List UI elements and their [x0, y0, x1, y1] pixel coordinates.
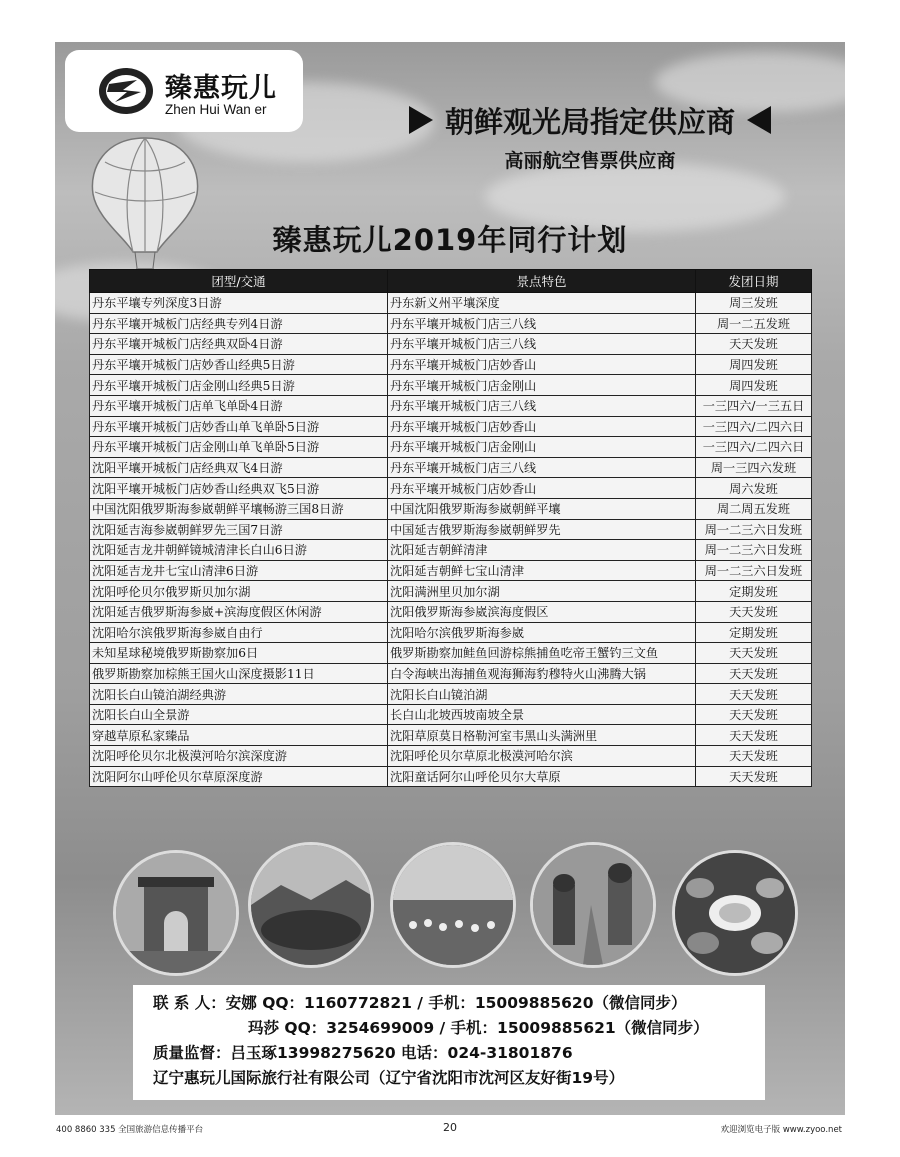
departure-cell: 周二周五发班: [696, 498, 812, 519]
route-cell: 沈阳延吉龙井朝鲜镜城清津长白山6日游: [90, 540, 388, 561]
footer-right: 欢迎浏览电子版 www.zyoo.net: [720, 1125, 842, 1135]
departure-cell: 定期发班: [696, 581, 812, 602]
table-row: [90, 519, 812, 540]
sights-cell: 沈阳长白山镜泊湖: [388, 684, 696, 705]
sights-cell: 长白山北坡西坡南坡全景: [388, 704, 696, 725]
table-row: [90, 457, 812, 478]
route-cell: 沈阳长白山镜泊湖经典游: [90, 684, 388, 705]
table-row: [90, 354, 812, 375]
sights-cell: 沈阳草原莫日格勒河室韦黑山头满洲里: [388, 725, 696, 746]
route-cell: 沈阳呼伦贝尔北极漠河哈尔滨深度游: [90, 746, 388, 767]
departure-cell: 一三四六/二四六日: [696, 437, 812, 458]
header-sights: 景点特色: [388, 270, 696, 293]
departure-cell: 天天发班: [696, 725, 812, 746]
route-cell: 丹东平壤开城板门店单飞单卧4日游: [90, 395, 388, 416]
sights-cell: 白令海峡出海捕鱼观海狮海豹穆特火山沸腾大锅: [388, 663, 696, 684]
contact-line-1: 联 系 人：安娜 QQ：1160772821 / 手机：15009885620（微信同步）: [153, 994, 687, 1012]
page-number: 20: [443, 1121, 457, 1134]
sights-cell: 丹东平壤开城板门店三八线: [388, 313, 696, 334]
departure-cell: 天天发班: [696, 334, 812, 355]
table-row: [90, 313, 812, 334]
table-row: [90, 725, 812, 746]
departure-cell: 天天发班: [696, 684, 812, 705]
route-cell: 沈阳哈尔滨俄罗斯海参崴自由行: [90, 622, 388, 643]
sights-cell: 丹东平壤开城板门店三八线: [388, 395, 696, 416]
sights-cell: 丹东平壤开城板门店妙香山: [388, 354, 696, 375]
plan-title: 臻惠玩儿2019年同行计划: [272, 223, 628, 257]
table-row: [90, 395, 812, 416]
route-cell: 沈阳延吉海参崴朝鲜罗先三国7日游: [90, 519, 388, 540]
table-header-row: [90, 270, 812, 293]
contact-line-4: 辽宁惠玩儿国际旅行社有限公司（辽宁省沈阳市沈河区友好街19号）: [153, 1069, 625, 1087]
departure-cell: 天天发班: [696, 663, 812, 684]
departure-cell: 一三四六/一三五日: [696, 395, 812, 416]
contact-box: [133, 985, 765, 1100]
table-row: [90, 540, 812, 561]
sights-cell: 沈阳延吉朝鲜清津: [388, 540, 696, 561]
sights-cell: 中国延吉俄罗斯海参崴朝鲜罗先: [388, 519, 696, 540]
departure-cell: 周一二五发班: [696, 313, 812, 334]
headline-text: 朝鲜观光局指定供应商: [444, 104, 735, 139]
table-row: [90, 437, 812, 458]
sights-cell: 沈阳哈尔滨俄罗斯海参崴: [388, 622, 696, 643]
departure-cell: 天天发班: [696, 766, 812, 787]
table-row: [90, 601, 812, 622]
table-row: [90, 622, 812, 643]
route-cell: 沈阳平壤开城板门店经典双飞4日游: [90, 457, 388, 478]
departure-cell: 周三发班: [696, 293, 812, 314]
arrow-left-icon: [747, 106, 771, 134]
route-cell: 俄罗斯勘察加棕熊王国火山深度摄影11日: [90, 663, 388, 684]
photo-grassland: [390, 842, 516, 968]
sights-cell: 丹东平壤开城板门店金刚山: [388, 437, 696, 458]
sights-cell: 沈阳童话阿尔山呼伦贝尔大草原: [388, 766, 696, 787]
departure-cell: 天天发班: [696, 601, 812, 622]
route-cell: 丹东平壤专列深度3日游: [90, 293, 388, 314]
arrow-right-icon: [409, 106, 433, 134]
photo-russia-church: [530, 842, 656, 968]
itinerary-table: [89, 269, 812, 787]
route-cell: 丹东平壤开城板门店金刚山经典5日游: [90, 375, 388, 396]
contact-line-3: 质量监督：吕玉琢13998275620 电话：024-31801876: [153, 1044, 573, 1062]
logo-mark-icon: [97, 66, 155, 116]
table-row: [90, 643, 812, 664]
logo-chinese: 臻惠玩儿: [165, 73, 277, 104]
table-row: [90, 746, 812, 767]
sights-cell: 沈阳呼伦贝尔草原北极漠河哈尔滨: [388, 746, 696, 767]
sights-cell: 沈阳满洲里贝加尔湖: [388, 581, 696, 602]
route-cell: 沈阳延吉俄罗斯海参崴+滨海度假区休闲游: [90, 601, 388, 622]
sights-cell: 丹东平壤开城板门店金刚山: [388, 375, 696, 396]
departure-cell: 一三四六/二四六日: [696, 416, 812, 437]
route-cell: 沈阳长白山全景游: [90, 704, 388, 725]
route-cell: 丹东平壤开城板门店妙香山经典5日游: [90, 354, 388, 375]
table-row: [90, 478, 812, 499]
sights-cell: 丹东平壤开城板门店妙香山: [388, 416, 696, 437]
subheadline: 高丽航空售票供应商: [504, 150, 676, 172]
route-cell: 沈阳呼伦贝尔俄罗斯贝加尔湖: [90, 581, 388, 602]
photo-arch: [113, 850, 239, 976]
route-cell: 中国沈阳俄罗斯海参崴朝鲜平壤畅游三国8日游: [90, 498, 388, 519]
table-row: [90, 663, 812, 684]
table-row: [90, 581, 812, 602]
departure-cell: 周一二三六日发班: [696, 519, 812, 540]
route-cell: 沈阳平壤开城板门店妙香山经典双飞5日游: [90, 478, 388, 499]
route-cell: 丹东平壤开城板门店经典双卧4日游: [90, 334, 388, 355]
table-row: [90, 416, 812, 437]
route-cell: 丹东平壤开城板门店金刚山单飞单卧5日游: [90, 437, 388, 458]
route-cell: 穿越草原私家臻品: [90, 725, 388, 746]
route-cell: 沈阳阿尔山呼伦贝尔草原深度游: [90, 766, 388, 787]
route-cell: 丹东平壤开城板门店妙香山单飞单卧5日游: [90, 416, 388, 437]
route-cell: 未知星球秘境俄罗斯勘察加6日: [90, 643, 388, 664]
sights-cell: 沈阳俄罗斯海参崴滨海度假区: [388, 601, 696, 622]
photo-seafood: [672, 850, 798, 976]
departure-cell: 周四发班: [696, 354, 812, 375]
table-row: [90, 766, 812, 787]
logo: [65, 50, 303, 132]
departure-cell: 天天发班: [696, 746, 812, 767]
header-route: 团型/交通: [90, 270, 388, 293]
photo-crater-lake: [248, 842, 374, 968]
logo-english: Zhen Hui Wan er: [165, 102, 267, 117]
departure-cell: 周一二三六日发班: [696, 540, 812, 561]
headline: [355, 98, 825, 142]
table-row: [90, 704, 812, 725]
contact-line-2: 玛莎 QQ：3254699009 / 手机：15009885621（微信同步）: [248, 1019, 709, 1037]
departure-cell: 周六发班: [696, 478, 812, 499]
table-row: [90, 293, 812, 314]
sights-cell: 中国沈阳俄罗斯海参崴朝鲜平壤: [388, 498, 696, 519]
route-cell: 丹东平壤开城板门店经典专列4日游: [90, 313, 388, 334]
table-row: [90, 560, 812, 581]
sights-cell: 丹东新义州平壤深度: [388, 293, 696, 314]
sights-cell: 沈阳延吉朝鲜七宝山清津: [388, 560, 696, 581]
sights-cell: 丹东平壤开城板门店妙香山: [388, 478, 696, 499]
route-cell: 沈阳延吉龙井七宝山清津6日游: [90, 560, 388, 581]
table-row: [90, 498, 812, 519]
table-row: [90, 334, 812, 355]
table-row: [90, 684, 812, 705]
table-row: [90, 375, 812, 396]
departure-cell: 定期发班: [696, 622, 812, 643]
poster: [55, 42, 845, 1115]
departure-cell: 天天发班: [696, 643, 812, 664]
header-departure: 发团日期: [696, 270, 812, 293]
photo-strip: [55, 812, 845, 1012]
departure-cell: 天天发班: [696, 704, 812, 725]
departure-cell: 周四发班: [696, 375, 812, 396]
sights-cell: 丹东平壤开城板门店三八线: [388, 457, 696, 478]
departure-cell: 周一三四六发班: [696, 457, 812, 478]
footer-left: 400 8860 335 全国旅游信息传播平台: [56, 1125, 204, 1135]
departure-cell: 周一二三六日发班: [696, 560, 812, 581]
sights-cell: 丹东平壤开城板门店三八线: [388, 334, 696, 355]
sights-cell: 俄罗斯勘察加鲑鱼回游棕熊捕鱼吃帝王蟹钓三文鱼: [388, 643, 696, 664]
